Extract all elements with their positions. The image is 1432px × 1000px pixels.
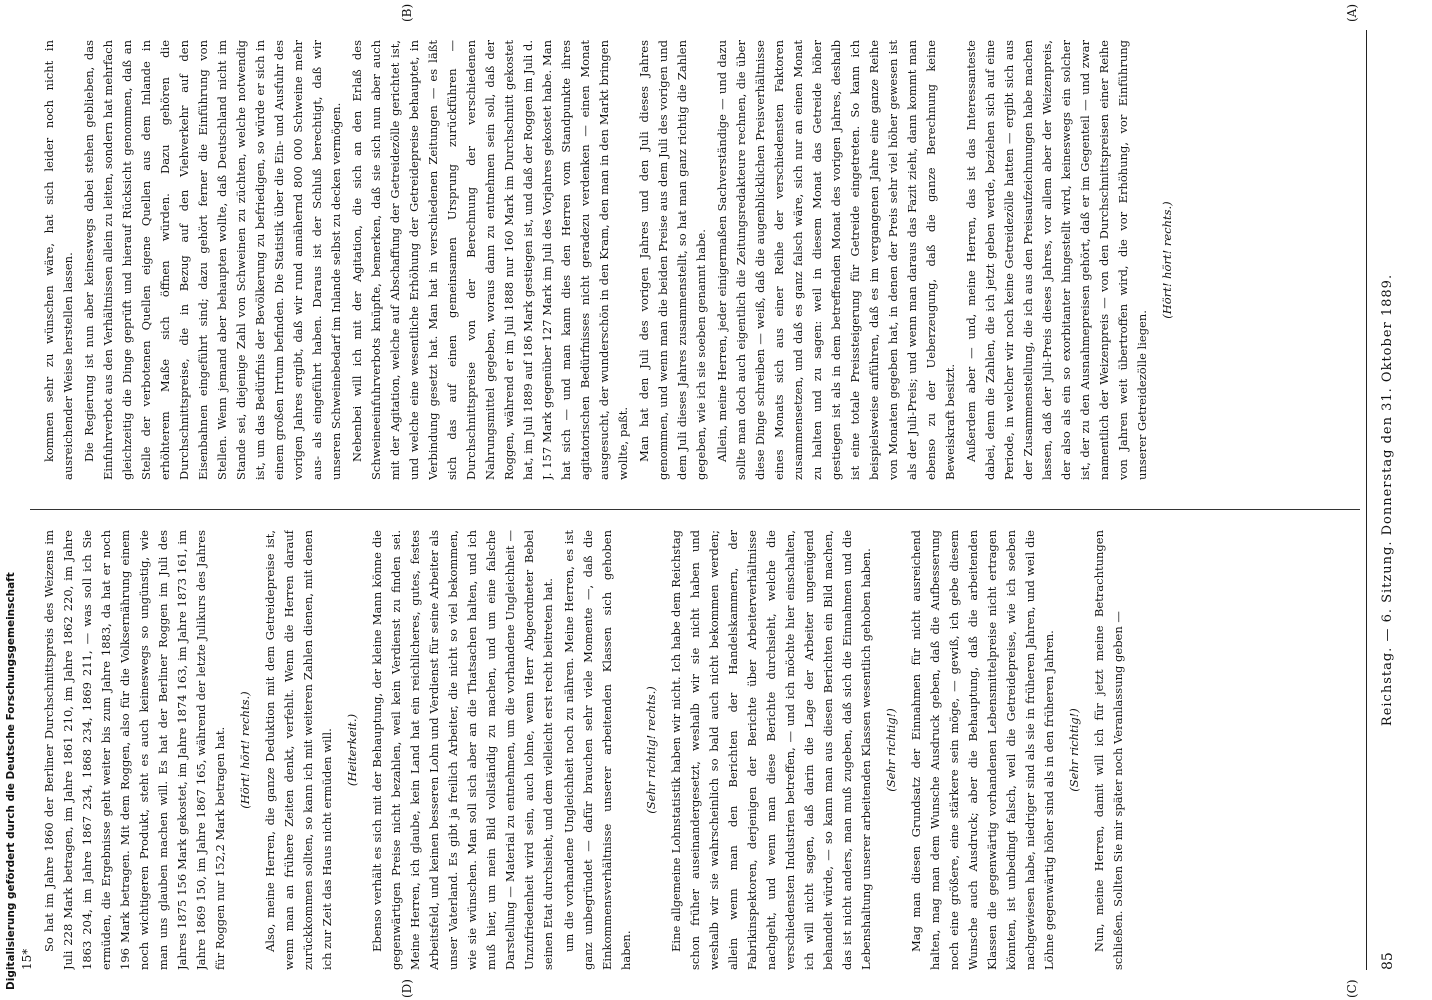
paragraph: Ebenso verhält es sich mit der Behauptung, der kleine Mann könne die gegenwärtigen Preise nicht bezahlen, weil kein Verdienst zu finden sei. Meine Herren, ich glaube, kein Land hat ein reichlicheres, gutes, festes Arbeitsfeld, und keinen besseren Lohn und Verdienst für seine Arbeiter als unser Vaterland. Es gibt ja freilich Arbeiter, die nicht so viel bekommen, wie sie wünschen. Man soll sich aber an die Thatsachen halten, und ich muß hier, um mein Bild vollständig zu machen, und um eine falsche Darstellung — Material zu entnehmen, um die vorhandene Ungleichheit — Unzufriedenheit wird sein, auch lohne, wenn Herr Abgeordneter Bebel seinen Etat durchsieht, und dem vielleicht erst recht beitreten hat. [370, 530, 555, 970]
header-title: Reichstag. — 6. Sitzung. Donnerstag den 31. Oktober 1889. [1380, 273, 1395, 727]
right-column [40, 530, 1350, 970]
left-column [40, 40, 1350, 480]
remark: (Sehr richtig!) [1067, 708, 1081, 792]
paragraph: Außerdem aber — und, meine Herren, das ist das Interessanteste dabei, denn die Zahlen, die ich jetzt geben werde, beziehen sich auf eine Periode, in welcher wir noch keine Getreidezölle hatten — ergibt sich aus der Zusammenstellung, die ich aus den Preisaufzeichnungen habe machen lassen, daß der Juli-Preis dieses Jahres, vor allem aber der Weizenpreis, der also als ein so exorbitanter hingestellt wird, keineswegs ein solcher ist, der zu den Ausnahmepreisen gehört, daß er im Gegenteil — und zwar namentlich der Weizenpreis — von den Durchschnittspreisen einer Reihe von Jahren weit übertroffen wird, die vor Erhöhung, vor Einführung unserer Getreidezölle liegen. [964, 40, 1149, 480]
paragraph: Nun, meine Herren, damit will ich für jetzt meine Betrachtungen schließen. Sollten Sie mir später noch Veranlassung geben — [1092, 530, 1125, 970]
margin-letter-b: (B) [400, 3, 414, 22]
margin-letter-c: (C) [1345, 979, 1359, 998]
remark: (Sehr richtig!) [884, 708, 898, 792]
paragraph: Also, meine Herren, die ganze Deduktion mit dem Getreidepreise ist, wenn man an frühere Zeiten denkt, verfehlt. Wenn die Herren darauf zurückkommen sollten, so kann ich mit weiteren Zahlen dienen, mit denen ich zur Zeit das Haus nicht ermüden will. [263, 530, 334, 970]
header-rule [1366, 30, 1367, 970]
column-divider [30, 509, 1360, 510]
page-number: 85 [1380, 952, 1396, 970]
remark: (Heiterkeit.) [345, 713, 359, 787]
remark: (Sehr richtig! rechts.) [644, 686, 658, 814]
remark: (Hört! hört! rechts.) [1160, 201, 1174, 319]
paragraph: um die vorhandene Ungleichheit noch zu nähren. Meine Herren, es ist ganz unbegründet — dafür brauchen sehr viele Momente —, daß die Einkommensverhältnisse unserer arbeitenden Klassen sich gehoben haben. [562, 530, 633, 970]
paragraph: Die Regierung ist nun aber keineswegs dabei stehen geblieben, das Einfuhrverbot aus den Verhältnissen allein zu leiten, sondern hat mehrfach gleichzeitig die Dinge geprüft und hierauf Rücksicht genommen, daß an Stelle der verbotenen Quellen eigene Quellen aus dem Inlande in erhöhterem Maße sich öffnen würden. Dazu gehören die Durchschnittspreise, die in Bezug auf den Viehverkehr auf den Eisenbahnen eingeführt sind; dazu gehört ferner die Einführung von Stellen. Wenn jemand aber behaupten wollte, daß Deutschland nicht im Stande sei, diejenige Zahl von Schweinen zu züchten, welche notwendig ist, um das Bedürfnis der Bevölkerung zu befriedigen, so würde er sich in einem großen Irrtum befinden. Die Statistik über die Ein- und Ausfuhr des vorigen Jahres ergibt, daß wir rund annähernd 800 000 Schweine mehr aus- als eingeführt haben. Daraus ist der Schluß berechtigt, daß wir unseren Schweinebedarf im Inlande selbst zu decken vermögen. [82, 40, 343, 480]
credit-text: Digitalisierung gefördert durch die Deutsche Forschungsgemeinschaft [5, 572, 17, 990]
paragraph: Man hat den Juli des vorigen Jahres und den Juli dieses Jahres genommen, und wenn man die beiden Preise aus dem Juli des vorigen und dem Juli dieses Jahres zusammenstellt, so hat man ganz richtig die Zahlen gegeben, wie ich sie soeben genannt habe. [637, 40, 708, 480]
paragraph: Allein, meine Herren, jeder einigermaßen Sachverständige — und dazu sollte man doch auch eigentlich die Zeitungsredakteure rechnen, die über diese Dinge schreiben — weiß, daß die augenblicklichen Preisverhältnisse eines Monats sich aus einer Reihe der verschiedensten Faktoren zusammensetzen, und daß es ganz falsch wäre, sich nur an einen Monat zu halten und zu sagen: weil in diesem Monat das Getreide höher gestiegen ist als in dem betreffenden Monat des vorigen Jahres, deshalb ist eine totale Preissteigerung für Getreide eingetreten. So kann ich beispielsweise anführen, daß es im vergangenen Jahre eine ganze Reihe von Monaten gegeben hat, in denen der Preis sehr viel höher gewesen ist als der Juli-Preis; und wenn man daraus das Fazit zieht, dann kommt man ebenso zu der Ueberzeugung, daß die ganze Berechnung keine Beweiskraft besitzt. [715, 40, 957, 480]
paragraph: Eine allgemeine Lohnstatistik haben wir nicht. Ich habe dem Reichstag schon früher auseinandergesetzt, weshalb wir sie nicht haben und weshalb wir sie wahrscheinlich so bald auch nicht bekommen werden; allein wenn man den Berichten der Handelskammern, der Fabrikinspektoren, derjenigen der Berichte über Arbeiterverhältnisse nachgeht, und wenn man diese Berichte durchsieht, welche die verschiedensten Industrien betreffen, — und ich möchte hier einschalten, ich will nicht sagen, daß darin die Lage der Arbeiter ungenügend behandelt würde, — so kann man aus diesen Berichten ein Bild machen, das ist nicht anders, man muß zugeben, daß sich die Einnahmen und die Lebenshaltung unserer arbeitenden Klassen wesentlich gehoben haben. [669, 530, 873, 970]
paragraph: Mag man diesen Grundsatz der Einnahmen für nicht ausreichend halten, mag man dem Wunsche Ausdruck geben, daß die Aufbesserung noch eine größere, eine stärkere sein möge, — gewiß, ich gebe diesem Wunsche auch Ausdruck; aber die Behauptung, daß die arbeitenden Klassen die gegenwärtig vorhandenen Lebensmittelpreise nicht ertragen könnten, ist unbedingt falsch, weil die Getreidepreise, wie ich soeben nachgewiesen habe, niedriger sind als sie in früheren Jahren, und weil die Löhne gegenwärtig höher sind als in den früheren Jahren. [909, 530, 1056, 970]
margin-letter-a: (A) [1345, 3, 1359, 22]
page-header [1378, 30, 1398, 970]
remark: (Hört! hört! rechts.) [238, 691, 252, 809]
paragraph: Nebenbei will ich mit der Agitation, die sich an den Erlaß des Schweineeinfuhrverbots knüpfte, bemerken, daß sie sich nun aber auch mit der Agitation, welche auf Abschaffung der Getreidezölle gerichtet ist, und welche eine wesentliche Erhöhung der Getreidepreise behauptet, in Verbindung gesetzt hat. Man hat in verschiedenen Zeitungen — es läßt sich das auf einen gemeinsamen Ursprung zurückführen — Durchschnittspreise von der Berechnung der verschiedenen Nahrungsmittel gegeben, woraus dann zu entnehmen sein soll, daß der Roggen, während er im Juli 1888 nur 160 Mark im Durchschnitt gekostet hat, im Juli 1889 auf 186 Mark gestiegen ist, und daß der Roggen im Juli d. J. 157 Mark gegenüber 127 Mark im Juli des Vorjahres gekostet habe. Man hat sich — und man kann dies den Herren vom Standpunkte ihres agitatorischen Bedürfnisses nicht geradezu verdenken — einen Monat ausgesucht, der wunderschön in den Kram, den man in den Markt bringen wollte, paßt. [350, 40, 630, 480]
signature-mark: 15* [20, 948, 34, 970]
paragraph: So hat im Jahre 1860 der Berliner Durchschnittspreis des Weizens im Juli 228 Mark betragen, im Jahre 1861 210, im Jahre 1862 220, im Jahre 1863 204, im Jahre 1867 234, 1868 234, 1869 211, — was soll ich Sie ermüden, die Ergebnisse geht weiter bis zum Jahre 1883, da hat er noch 196 Mark betragen. Mit dem Roggen, also für die Volksernährung einem noch wichtigeren Produkt, steht es auch keineswegs so ungünstig, wie man uns glauben machen will. Es hat der Berliner Roggen im Juli des Jahres 1875 156 Mark gekostet, im Jahre 1874 163, im Jahre 1873 161, im Jahre 1869 150, im Jahre 1867 165, während der letzte Julikurs des Jahres für Roggen nur 152,2 Mark betragen hat. [42, 530, 227, 970]
paragraph: kommen sehr zu wünschen wäre, hat sich leider noch nicht in ausreichender Weise herstellen lassen. [42, 40, 75, 480]
margin-letter-d: (D) [400, 979, 414, 998]
